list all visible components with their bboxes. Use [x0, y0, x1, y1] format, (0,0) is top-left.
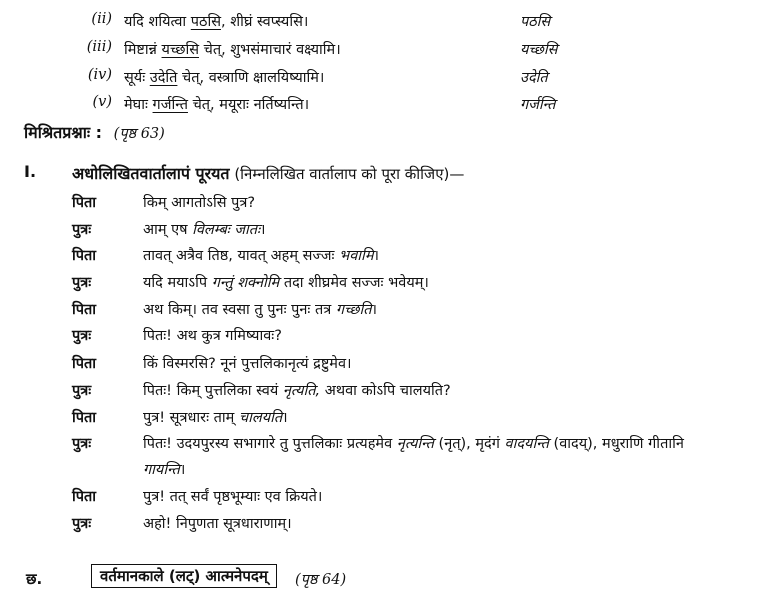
dialogue-fragment: अथ किम्। तव स्वसा तु पुनः पुनः तत्र [143, 302, 336, 318]
exercise-row [0, 94, 761, 118]
sentence-prefix: सूर्यः [124, 70, 150, 86]
dialogue-fragment: अथवा कोऽपि चालयति? [320, 383, 451, 399]
mixed-questions-title: मिश्रितप्रश्नाः [24, 123, 91, 142]
filled-answer: गन्तुं शक्नोमि [211, 275, 280, 291]
speaker-label: पिता [72, 356, 97, 372]
underlined-verb: गर्जन्ति [152, 97, 188, 113]
dialogue-text [143, 245, 379, 265]
dialogue-fragment: पितः! उदयपुरस्य सभागारे तु पुत्तलिकाः प्रत्यहमेव [143, 436, 397, 452]
mixed-questions-page-ref: (पृष्ठ 63) [113, 126, 165, 142]
dialogue-fragment: तदा शीघ्रमेव सज्जः भवेयम्। [279, 275, 429, 291]
speaker-label: पुत्रः [72, 436, 92, 452]
sentence-suffix: चेत्, मयूराः नर्तिष्यन्ति। [187, 97, 310, 113]
filled-answer: गायन्ति [143, 462, 180, 478]
speaker-label: पिता [72, 248, 97, 264]
speaker-label: पुत्रः [72, 383, 92, 399]
dialogue-fragment: । [282, 410, 288, 426]
exercise-sentence [124, 11, 308, 31]
filled-answer: वादयन्ति [504, 436, 549, 452]
dialogue-fragment: अहो! निपुणता सूत्रधाराणाम्। [143, 516, 292, 532]
exercise-number: (iv) [87, 67, 112, 83]
dialogue-text [143, 272, 429, 292]
exercise-answer: गर्जन्ति [520, 97, 556, 113]
footer-label: छ. [26, 570, 43, 588]
dialogue-text [143, 325, 282, 345]
exercise-number: (v) [92, 94, 112, 110]
speaker-label: पिता [72, 410, 97, 426]
mixed-questions-colon: : [90, 123, 103, 142]
dialogue-fragment: तावत् अत्रैव तिष्ठ, यावत् अहम् सज्जः [143, 248, 340, 264]
sentence-prefix: मिष्टान्नं [124, 42, 162, 58]
speaker-label: पिता [72, 195, 97, 211]
filled-answer: नृत्यति, [282, 383, 321, 399]
exercise-sentence [124, 67, 324, 87]
dialogue-text-continuation [143, 459, 185, 479]
underlined-verb: पठसि [190, 14, 221, 30]
footer-page-ref: (पृष्ठ 64) [295, 572, 347, 588]
exercise-row [0, 11, 761, 35]
footer-box-title: वर्तमानकाले (लट्) आत्मनेपदम् [91, 564, 277, 588]
dialogue-text [143, 299, 377, 319]
sentence-prefix: यदि शयित्वा [124, 14, 191, 30]
filled-answer: गच्छति [335, 302, 372, 318]
filled-answer: चालयति [238, 410, 283, 426]
speaker-label: पुत्रः [72, 275, 92, 291]
exercise-sentence [124, 94, 309, 114]
dialogue-fragment: पुत्र! तत् सर्वं पृष्ठभूम्याः एव क्रियते। [143, 489, 323, 505]
speaker-label: पिता [72, 489, 97, 505]
speaker-label: पुत्रः [72, 516, 92, 532]
exercise-answer: पठसि [520, 14, 551, 30]
exercise-number: (ii) [91, 11, 112, 27]
filled-answer: विलम्बः जातः [192, 222, 260, 238]
filled-answer: नृत्यन्ति [396, 436, 434, 452]
dialogue-fragment: । [260, 222, 266, 238]
dialogue-fragment: । [371, 302, 378, 318]
dialogue-fragment: पुत्र! सूत्रधारः ताम् [143, 410, 239, 426]
dialogue-fragment: । [373, 248, 379, 264]
exercise-answer: यच्छसि [520, 42, 558, 58]
dialogue-fragment: पितः! किम् पुत्तलिका स्वयं [143, 383, 283, 399]
dialogue-fragment: (नृत्), मृदंगं [433, 436, 505, 452]
dialogue-fragment: किं विस्मरसि? नूनं पुत्तलिकानृत्यं द्रष्टुमेव। [143, 356, 352, 372]
dialogue-text [143, 407, 288, 427]
dialogue-text [143, 353, 352, 373]
exercise-row [0, 67, 761, 91]
exercise-sentence [124, 39, 341, 59]
section-title-row [72, 162, 464, 184]
dialogue-fragment: (वादय्), मधुराणि गीतानि [548, 436, 684, 452]
section-number: I. [24, 162, 37, 181]
speaker-label: पुत्रः [72, 222, 92, 238]
underlined-verb: यच्छसि [161, 42, 199, 58]
mixed-questions-heading [24, 121, 165, 143]
speaker-label: पुत्रः [72, 328, 92, 344]
filled-answer: भवामि [339, 248, 374, 264]
underlined-verb: उदेति [149, 70, 178, 86]
exercise-number: (iii) [86, 39, 112, 55]
section-heading [24, 162, 36, 181]
dialogue-text [143, 192, 255, 212]
dialogue-fragment: आम् एष [143, 222, 193, 238]
exercise-answer: उदेति [520, 70, 548, 86]
exercise-row [0, 39, 761, 63]
sentence-suffix: चेत्, वस्त्राणि क्षालयिष्यामि। [177, 70, 325, 86]
sentence-suffix: चेत्, शुभसंमाचारं वक्ष्यामि। [199, 42, 341, 58]
dialogue-fragment: यदि मयाऽपि [143, 275, 212, 291]
sentence-prefix: मेघाः [124, 97, 153, 113]
section-subtitle: (निम्नलिखित वार्तालाप को पूरा कीजिए)— [229, 165, 465, 183]
section-title: अधोलिखितवार्तालापं पूरयत [72, 164, 230, 183]
dialogue-text [143, 513, 292, 533]
dialogue-fragment: पितः! अथ कुत्र गमिष्यावः? [143, 328, 282, 344]
dialogue-text [143, 219, 266, 239]
dialogue-text [143, 380, 451, 400]
sentence-suffix: , शीघ्रं स्वप्स्यसि। [221, 14, 309, 30]
dialogue-fragment: किम् आगतोऽसि पुत्र? [143, 195, 256, 211]
dialogue-text [143, 486, 322, 506]
dialogue-fragment: । [179, 462, 186, 478]
dialogue-text [143, 433, 684, 453]
speaker-label: पिता [72, 302, 97, 318]
